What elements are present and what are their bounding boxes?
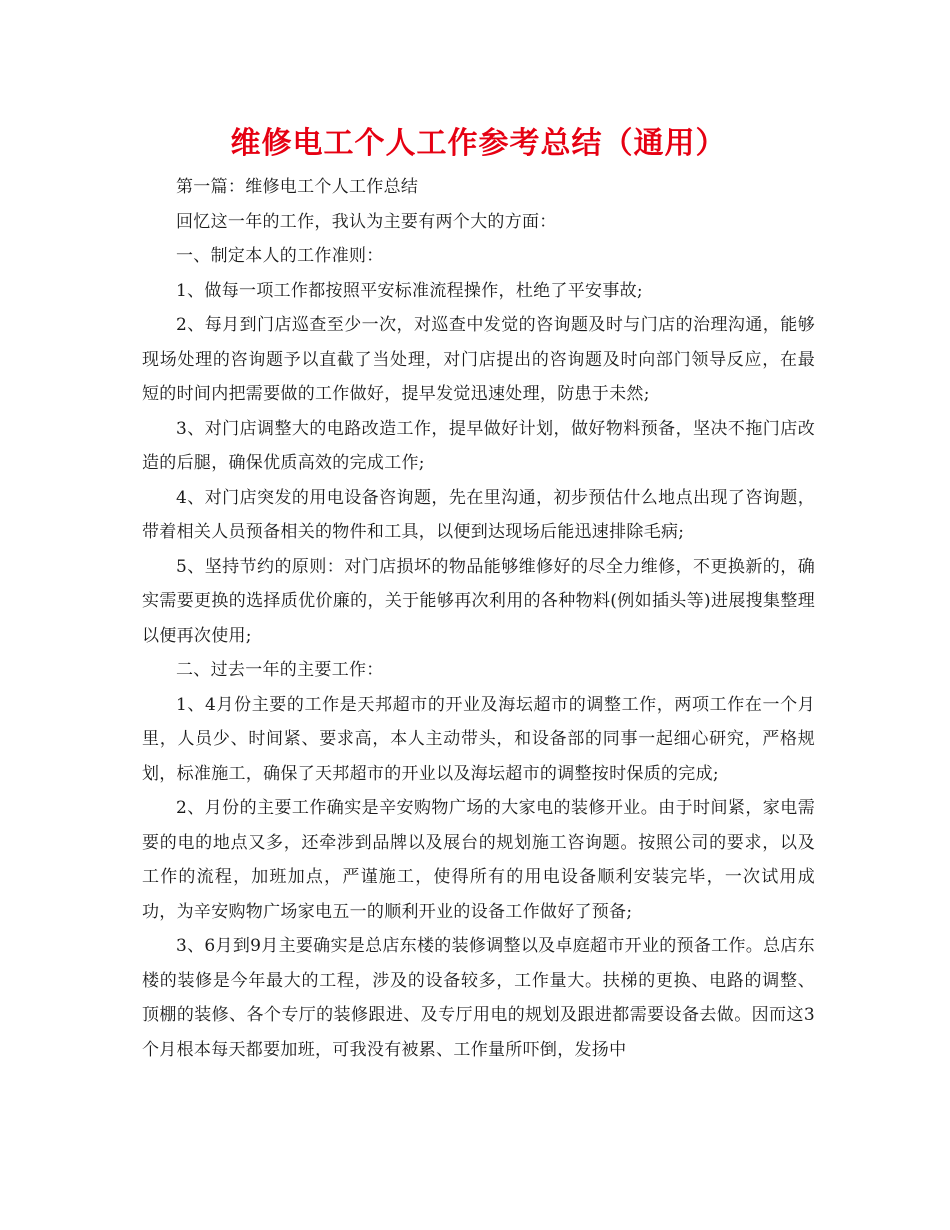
paragraph: 1、做每一项工作都按照平安标准流程操作，杜绝了平安事故; bbox=[176, 280, 643, 301]
paragraph: 5、坚持节约的原则：对门店损坏的物品能够维修好的尽全力维修，不更换新的，确实需要更换的选择质优价廉的，关于能够再次利用的各种物料(例如插头等)进展搜集整理以便再次使用; bbox=[142, 556, 815, 646]
paragraph: 2、月份的主要工作确实是辛安购物广场的大家电的装修开业。由于时间紧，家电需要的电的地点又多，还牵涉到品牌以及展台的规划施工咨询题。按照公司的要求，以及工作的流程，加班加点，严谨施工，使得所有的用电设备顺利安装完毕，一次试用成功，为辛安购物广场家电五一的顺利开业的设备工作做好了预备; bbox=[142, 798, 815, 922]
paragraph: 回忆这一年的工作，我认为主要有两个大的方面： bbox=[176, 211, 557, 232]
document-title: 维修电工个人工作参考总结（通用） bbox=[230, 126, 727, 161]
paragraph: 4、对门店突发的用电设备咨询题，先在里沟通，初步预估什么地点出现了咨询题，带着相关人员预备相关的物件和工具，以便到达现场后能迅速排除毛病; bbox=[142, 487, 815, 542]
paragraph: 3、对门店调整大的电路改造工作，提早做好计划，做好物料预备，坚决不拖门店改造的后腿，确保优质高效的完成工作; bbox=[142, 418, 815, 473]
paragraph: 3、6月到9月主要确实是总店东楼的装修调整以及卓庭超市开业的预备工作。总店东楼的装修是今年最大的工程，涉及的设备较多，工作量大。扶梯的更换、电路的调整、顶棚的装修、各个专厅的装修跟进、及专厅用电的规划及跟进都需要设备去做。因而这3个月根本每天都要加班，可我没有被累、工作量所吓倒，发扬中 bbox=[142, 936, 815, 1060]
paragraph: 二、过去一年的主要工作： bbox=[176, 660, 384, 680]
paragraph: 一、制定本人的工作准则： bbox=[176, 246, 384, 266]
paragraph: 第一篇：维修电工个人工作总结 bbox=[176, 177, 419, 197]
paragraph: 1、4月份主要的工作是天邦超市的开业及海坛超市的调整工作，两项工作在一个月里，人员少、时间紧、要求高，本人主动带头，和设备部的同事一起细心研究，严格规划，标准施工，确保了天邦超市的开业以及海坛超市的调整按时保质的完成; bbox=[142, 694, 815, 784]
paragraph: 2、每月到门店巡查至少一次，对巡查中发觉的咨询题及时与门店的治理沟通，能够现场处理的咨询题予以直截了当处理，对门店提出的咨询题及时向部门领导反应，在最短的时间内把需要做的工作做好，提早发觉迅速处理，防患于未然; bbox=[142, 315, 815, 404]
